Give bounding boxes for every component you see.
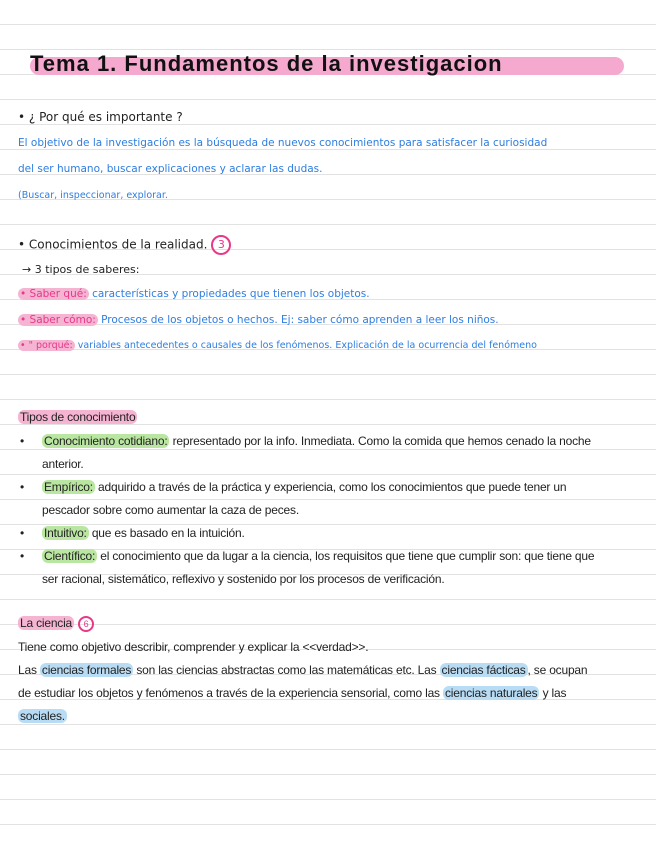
ciencia-line-2-b: son las ciencias abstractas como las matemáticas etc. Las bbox=[133, 663, 440, 677]
knowledge-heading-text: • Conocimientos de la realidad. bbox=[18, 237, 208, 252]
item-label: Científico: bbox=[44, 549, 96, 563]
item-label: Intuitivo: bbox=[44, 526, 87, 540]
ciencias-facticas: ciencias fácticas bbox=[441, 663, 526, 677]
item-text: representado por la info. Inmediata. Como la comida que hemos cenado la noche bbox=[169, 434, 591, 448]
ciencias-sociales: sociales. bbox=[20, 709, 65, 723]
tipos-heading-text: Tipos de conocimiento bbox=[20, 410, 136, 424]
list-item bbox=[18, 430, 638, 476]
item-cont: ser racional, sistemático, reflexivo y sostenido por los procesos de verificación. bbox=[42, 572, 445, 586]
item-label: Conocimiento cotidiano: bbox=[44, 434, 168, 448]
saber-item-2 bbox=[18, 314, 499, 326]
ciencias-naturales: ciencias naturales bbox=[444, 686, 538, 700]
item-label: Empírico: bbox=[44, 480, 93, 494]
ciencia-line-3-b: y las bbox=[539, 686, 567, 700]
saber-text-3: variables antecedentes o causales de los fenómenos. Explicación de la ocurrencia del fenómeno bbox=[74, 340, 537, 351]
ciencia-line-4 bbox=[18, 709, 67, 723]
ciencia-line-3-a: de estudiar los objetos y fenómenos a través de la experiencia sensorial, como las bbox=[18, 686, 443, 700]
ciencia-count-badge: 6 bbox=[78, 616, 94, 632]
ciencias-formales: ciencias formales bbox=[41, 663, 132, 677]
saber-item-3 bbox=[18, 340, 537, 351]
saber-label-3: • " porqué: bbox=[20, 340, 73, 351]
saber-label-2: • Saber cómo: bbox=[20, 314, 96, 326]
tipos-heading bbox=[18, 410, 137, 424]
ciencia-line-2-a: Las bbox=[18, 663, 40, 677]
ciencia-heading bbox=[18, 616, 94, 632]
purpose-line-3: (Buscar, inspeccionar, explorar. bbox=[18, 190, 168, 201]
ciencia-line-1: Tiene como objetivo describir, comprender y explicar la <<verdad>>. bbox=[18, 640, 369, 654]
purpose-line-1: El objetivo de la investigación es la búsqueda de nuevos conocimientos para satisfacer la curiosidad bbox=[18, 137, 548, 149]
item-text: adquirido a través de la práctica y experiencia, como los conocimientos que puede tener un bbox=[94, 480, 567, 494]
item-text: que es basado en la intuición. bbox=[88, 526, 245, 540]
ciencia-line-2-c: , se ocupan bbox=[527, 663, 588, 677]
saber-text-2: Procesos de los objetos o hechos. Ej: saber cómo aprenden a leer los niños. bbox=[97, 314, 499, 326]
item-cont: anterior. bbox=[42, 457, 84, 471]
saber-text-1: características y propiedades que tienen los objetos. bbox=[88, 288, 370, 300]
list-item bbox=[18, 476, 638, 522]
item-cont: pescador sobre como aumentar la caza de peces. bbox=[42, 503, 299, 517]
list-item bbox=[18, 545, 638, 591]
saber-item-1 bbox=[18, 288, 370, 300]
question-heading: • ¿ Por qué es importante ? bbox=[18, 110, 183, 124]
list-item bbox=[18, 522, 638, 545]
title-text: Tema 1. Fundamentos de la investigacion bbox=[30, 51, 503, 76]
types-line: → 3 tipos de saberes: bbox=[22, 263, 140, 276]
tipos-list bbox=[18, 430, 638, 591]
knowledge-heading bbox=[18, 235, 231, 255]
purpose-line-2: del ser humano, buscar explicaciones y aclarar las dudas. bbox=[18, 163, 323, 175]
page-title bbox=[30, 51, 624, 77]
knowledge-count-badge: 3 bbox=[211, 235, 231, 255]
ciencia-line-2 bbox=[18, 663, 587, 677]
saber-label-1: • Saber qué: bbox=[20, 288, 87, 300]
item-text: el conocimiento que da lugar a la ciencia, los requisitos que tiene que cumplir son: que tiene que bbox=[97, 549, 595, 563]
ciencia-line-3 bbox=[18, 686, 566, 700]
ciencia-heading-text: La ciencia bbox=[20, 616, 73, 631]
